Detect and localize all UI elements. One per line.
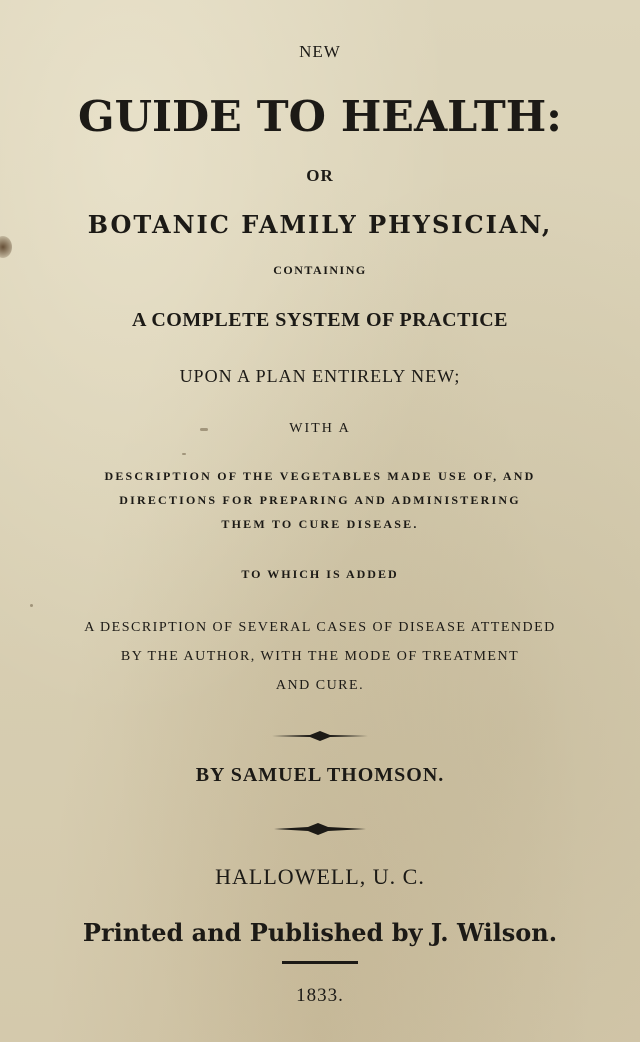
- cases-line: A DESCRIPTION OF SEVERAL CASES OF DISEASE ATTENDED: [84, 620, 556, 635]
- paper-speck: [182, 453, 186, 455]
- description-line: DIRECTIONS FOR PREPARING AND ADMINISTERING: [119, 493, 521, 507]
- plain-rule: [282, 958, 358, 968]
- main-title: GUIDE TO HEALTH:: [78, 92, 562, 141]
- paper-speck: [30, 604, 33, 607]
- description-line: DESCRIPTION OF THE VEGETABLES MADE USE OF, AND: [104, 469, 536, 483]
- title-or: OR: [306, 166, 334, 185]
- place-line: HALLOWELL, U. C.: [215, 864, 425, 889]
- ornamental-rule: [0, 726, 640, 746]
- ornamental-rule: [0, 819, 640, 839]
- with-a-line: WITH A: [289, 421, 351, 436]
- ink-stain: [0, 236, 12, 258]
- year-line: 1833.: [296, 985, 344, 1006]
- cases-line: BY THE AUTHOR, WITH THE MODE OF TREATMENT: [120, 649, 520, 664]
- complete-system-line: A COMPLETE SYSTEM OF PRACTICE: [131, 309, 509, 331]
- subtitle: BOTANIC FAMILY PHYSICIAN,: [87, 210, 553, 239]
- short-rule: [0, 958, 640, 968]
- description-line: THEM TO CURE DISEASE.: [221, 517, 419, 531]
- diamond-rule-ornament: [270, 726, 370, 746]
- author-line: BY SAMUEL THOMSON.: [195, 764, 445, 786]
- printer-line: Printed and Published by J. Wilson.: [82, 918, 558, 947]
- title-new: NEW: [299, 42, 341, 61]
- cases-line: AND CURE.: [275, 678, 365, 693]
- diamond-rule-ornament: [272, 819, 368, 839]
- to-which-added-line: TO WHICH IS ADDED: [241, 567, 399, 581]
- containing-label: CONTAINING: [273, 263, 367, 277]
- upon-plan-line: UPON A PLAN ENTIRELY NEW;: [179, 366, 461, 386]
